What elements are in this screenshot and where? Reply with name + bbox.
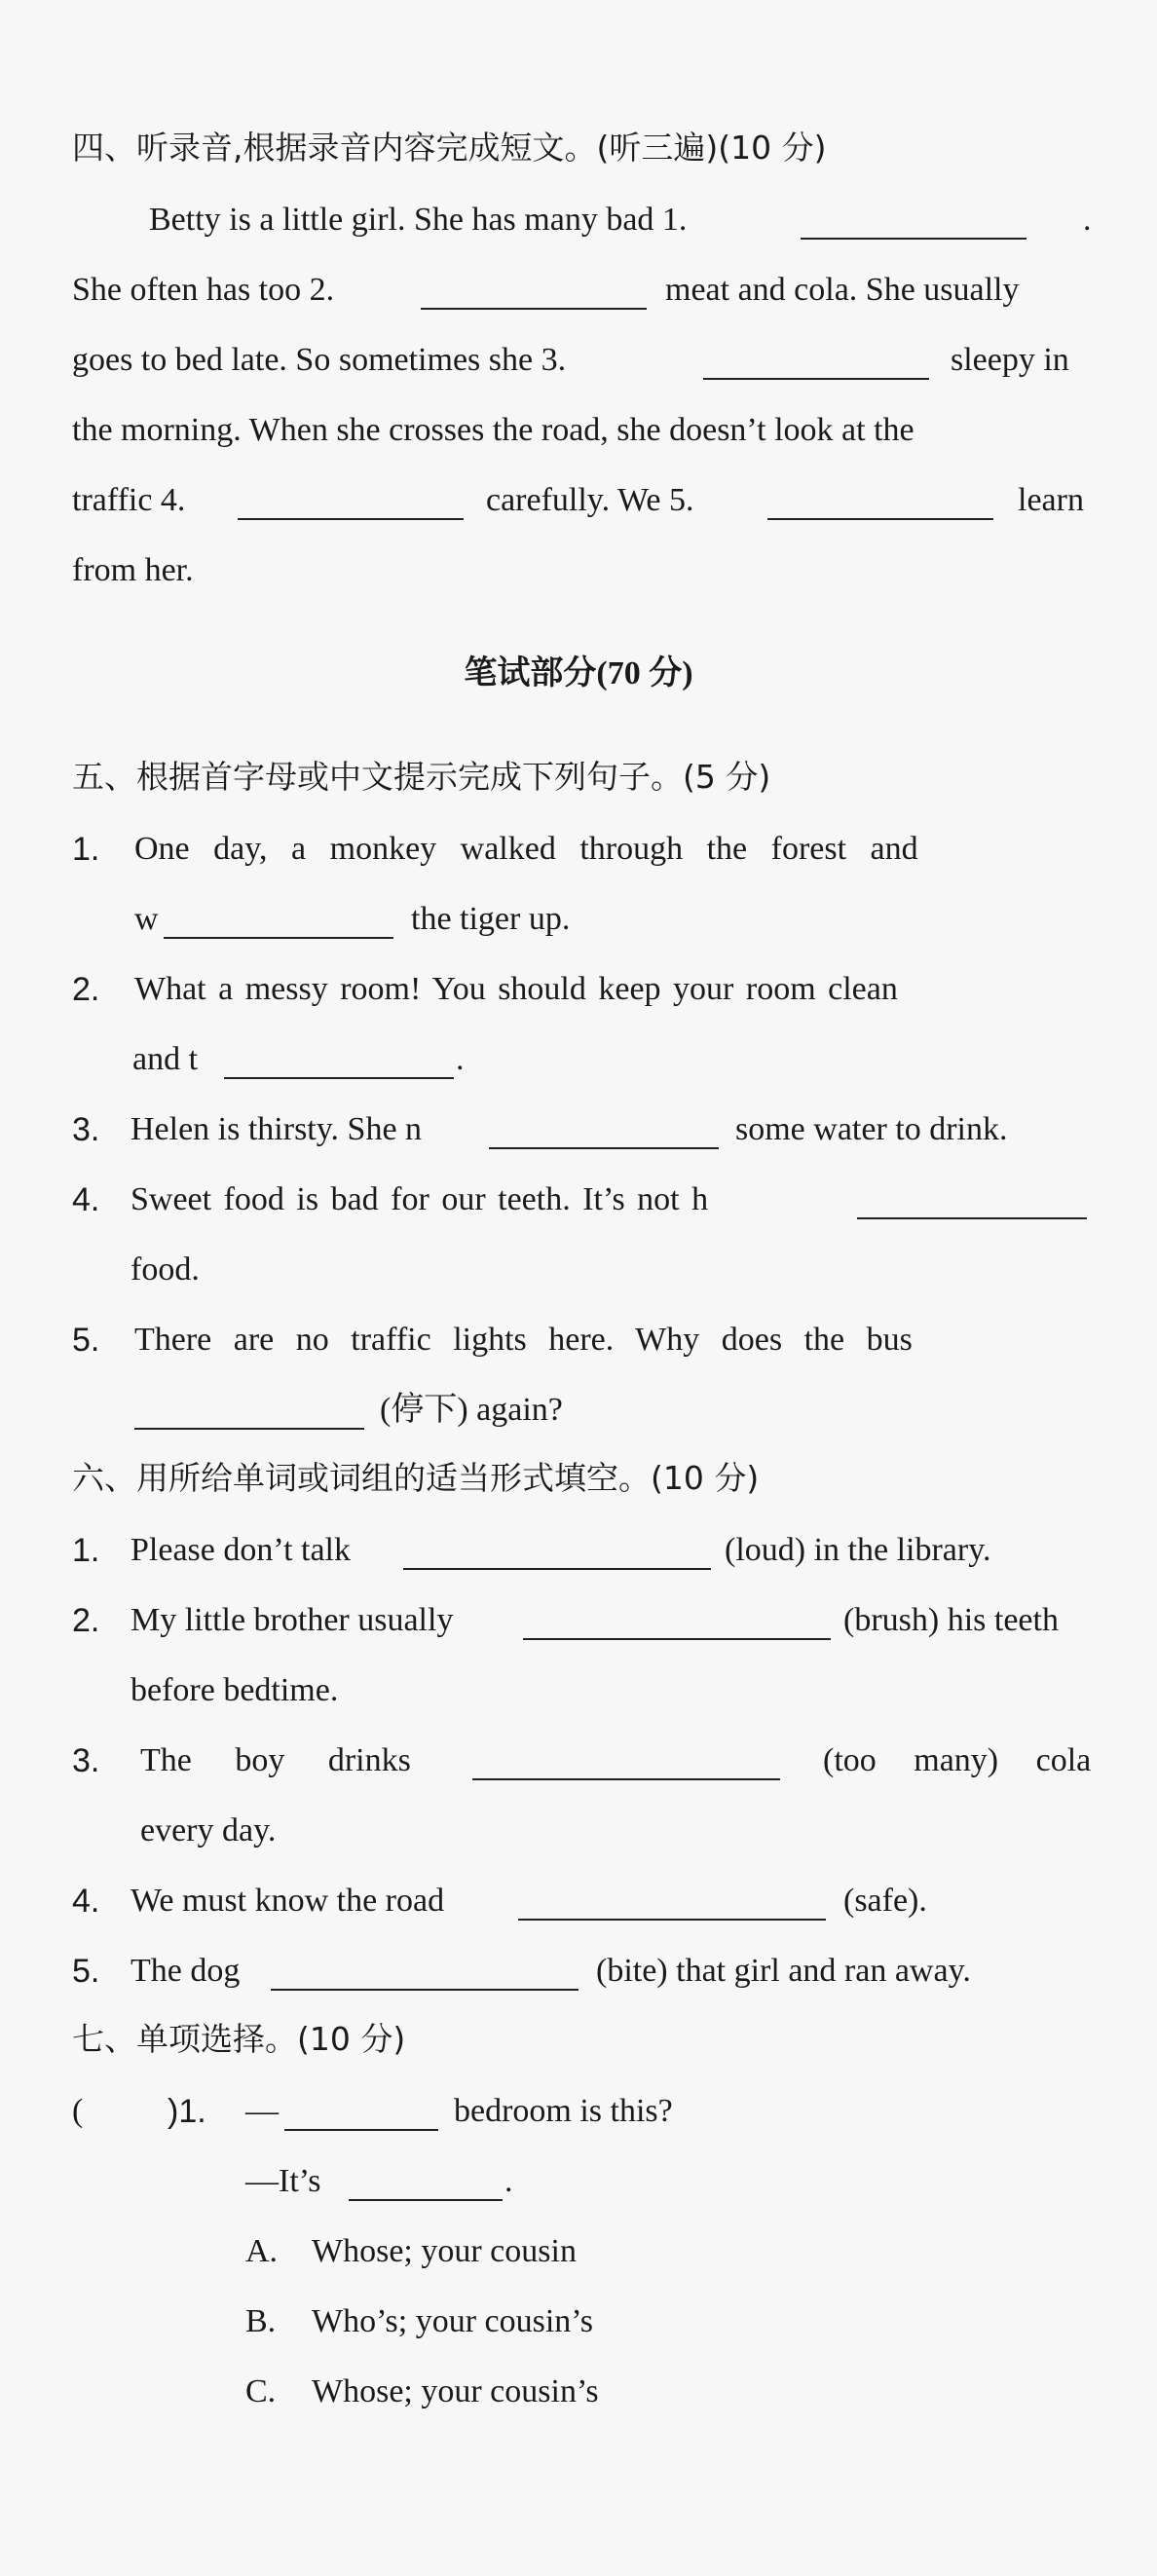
s5-item-1: 1. One day, a monkey walked through the forest and <box>0 814 1157 884</box>
answer-blank-3[interactable] <box>703 333 929 380</box>
s5-item-1-cont: w the tiger up. <box>0 884 1157 954</box>
s5-item-4: 4. Sweet food is bad for our teeth. It’s not h <box>0 1165 1157 1235</box>
s5-blank-4[interactable] <box>857 1173 1087 1219</box>
s5-item-2-cont: and t . <box>0 1025 1157 1095</box>
answer-blank-4[interactable] <box>238 473 464 520</box>
answer-blank-2[interactable] <box>421 263 647 310</box>
s7-q1-line2: —It’s . <box>0 2147 1157 2217</box>
s6-item-1: 1. Please don’t talk (loud) in the library. <box>0 1515 1157 1586</box>
s6-item-3-cont: every day. <box>140 1812 277 1848</box>
section5-heading: 五、根据首字母或中文提示完成下列句子。(5 分) <box>72 758 771 796</box>
s5-item-5-cont: (停下) again? <box>0 1375 1157 1445</box>
s6-item-3: 3. The boy drinks (too many) cola <box>0 1726 1157 1796</box>
passage-line-4: the morning. When she crosses the road, she doesn’t look at the <box>72 412 914 448</box>
s7-q1-line1: ( )1. — bedroom is this? <box>0 2076 1157 2147</box>
passage-line-1: Betty is a little girl. She has many bad 1. . <box>0 185 1157 255</box>
section7-heading: 七、单项选择。(10 分) <box>72 2020 406 2058</box>
passage-line-6: from her. <box>72 552 194 588</box>
s5-blank-2[interactable] <box>224 1032 454 1079</box>
answer-blank-5[interactable] <box>767 473 993 520</box>
s5-blank-1[interactable] <box>164 892 393 939</box>
passage-line-3: goes to bed late. So sometimes she 3. sleepy in <box>0 325 1157 395</box>
s5-item-4-cont: food. <box>131 1251 200 1288</box>
s5-item-2: 2. What a messy room! You should keep your room clean <box>72 971 898 1008</box>
s5-item-1-text: One day, a monkey walked through the forest and <box>134 831 918 867</box>
s6-item-5: 5. The dog (bite) that girl and ran away. <box>0 1936 1157 2006</box>
s5-item-5: 5. There are no traffic lights here. Why does the bus <box>72 1322 913 1359</box>
s5-blank-3[interactable] <box>489 1102 719 1149</box>
section4-heading: 四、听录音,根据录音内容完成短文。(听三遍)(10 分) <box>72 129 827 167</box>
s6-blank-3[interactable] <box>472 1734 780 1780</box>
s6-blank-5[interactable] <box>271 1944 578 1991</box>
s6-item-2-cont: before bedtime. <box>131 1672 339 1708</box>
answer-blank-1[interactable] <box>801 193 1026 240</box>
s6-blank-4[interactable] <box>518 1874 826 1921</box>
written-part-title: 笔试部分(70 分) <box>464 655 693 691</box>
section6-heading: 六、用所给单词或词组的适当形式填空。(10 分) <box>72 1459 760 1497</box>
s6-blank-2[interactable] <box>523 1593 831 1640</box>
passage-line-5: traffic 4. carefully. We 5. learn <box>0 466 1157 536</box>
s5-blank-5[interactable] <box>134 1383 364 1430</box>
s7-q1-option-b[interactable]: B. Who’s; your cousin’s <box>245 2303 593 2339</box>
s7-q1-option-a[interactable]: A. Whose; your cousin <box>245 2233 577 2269</box>
s5-item-3: 3. Helen is thirsty. She n some water to drink. <box>0 1095 1157 1165</box>
s7-q1-blank-2[interactable] <box>349 2154 503 2201</box>
s7-q1-blank-1[interactable] <box>284 2084 438 2131</box>
s6-blank-1[interactable] <box>403 1523 711 1570</box>
s6-item-2: 2. My little brother usually (brush) his teeth <box>0 1586 1157 1656</box>
s6-item-4: 4. We must know the road (safe). <box>0 1866 1157 1936</box>
passage-line-2: She often has too 2. meat and cola. She usually <box>0 255 1157 325</box>
s7-q1-option-c[interactable]: C. Whose; your cousin’s <box>245 2373 599 2409</box>
